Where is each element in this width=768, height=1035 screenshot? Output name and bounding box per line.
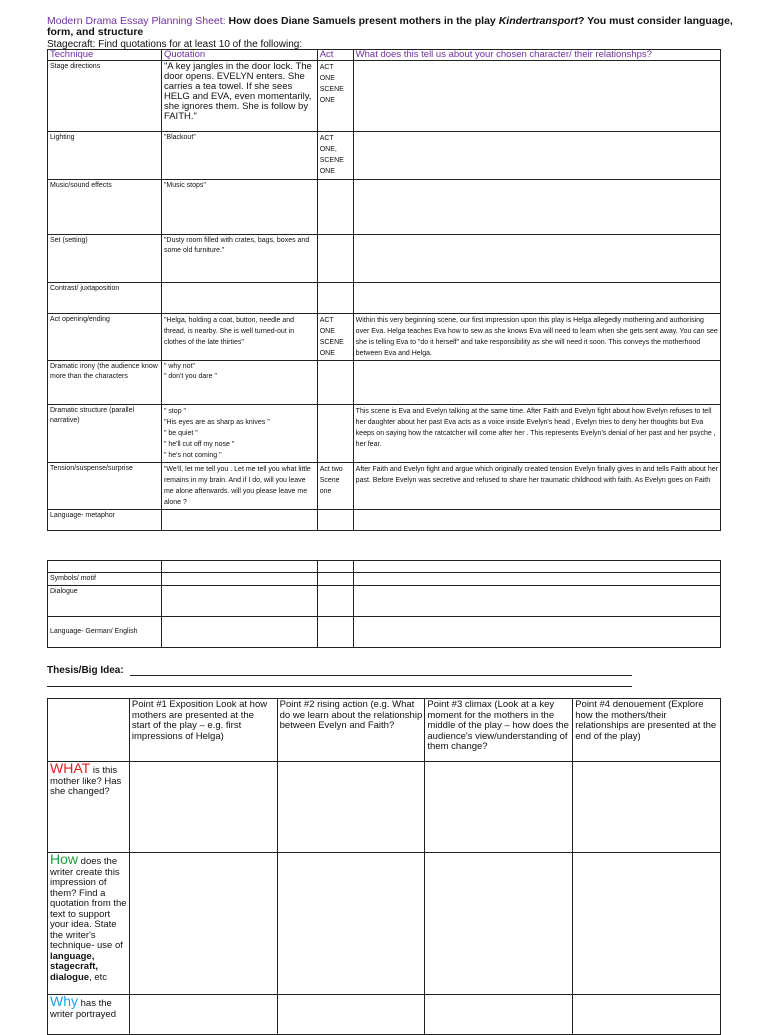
quotation-cell[interactable] — [161, 510, 317, 531]
meaning-cell[interactable] — [353, 573, 720, 586]
table-row — [48, 561, 721, 573]
table-row — [48, 405, 721, 463]
meaning-cell[interactable] — [353, 132, 720, 180]
act-cell[interactable] — [317, 283, 353, 314]
act-cell[interactable] — [317, 561, 353, 573]
answer-cell[interactable] — [573, 853, 721, 995]
table-row — [48, 586, 721, 617]
answer-cell[interactable] — [425, 762, 573, 853]
what-prompt: WHAT is this mother like? Has she changed? — [48, 762, 130, 853]
meaning-cell[interactable] — [353, 180, 720, 235]
quotation-cell[interactable] — [161, 586, 317, 617]
table-row — [48, 463, 721, 510]
act-cell[interactable] — [317, 617, 353, 648]
meaning-cell[interactable] — [353, 61, 720, 132]
technique-cell: Act opening/ending — [48, 314, 162, 361]
quotation-cell[interactable]: "Blackout" — [161, 132, 317, 180]
table-row — [48, 132, 721, 180]
technique-cell: Dialogue — [48, 586, 162, 617]
stagecraft-instruction: Stagecraft: Find quotations for at least 10 of the following: — [47, 39, 303, 50]
table-row — [48, 617, 721, 648]
essay-question: How does Diane Samuels present mothers in the play Kindertransport? You must consider language, form, and structure — [47, 15, 733, 38]
act-cell[interactable] — [317, 235, 353, 283]
act-cell[interactable] — [317, 510, 353, 531]
page-header — [47, 16, 737, 38]
act-cell[interactable]: Act two Scene one — [317, 463, 353, 510]
technique-cell: Language- metaphor — [48, 510, 162, 531]
act-cell[interactable] — [317, 361, 353, 405]
point-4-header: Point #4 denouement (Explore how the mothers/their relationships are presented at the end of the play) — [573, 699, 721, 762]
meaning-cell[interactable] — [353, 235, 720, 283]
act-cell[interactable] — [317, 586, 353, 617]
why-prompt: Why has the writer portrayed — [48, 995, 130, 1035]
thesis-label: Thesis/Big Idea: — [47, 665, 124, 676]
quotation-cell[interactable]: "A key jangles in the door lock. The door opens. EVELYN enters. She carries a tea towel. If she sees HELG and EVA, even momentarily, she ignores them. She is follow by FAITH." — [161, 61, 317, 132]
technique-cell: Tension/suspense/surprise — [48, 463, 162, 510]
quotation-cell[interactable] — [161, 573, 317, 586]
act-cell[interactable] — [317, 405, 353, 463]
thesis-input-line-2[interactable] — [47, 686, 632, 687]
why-row — [48, 995, 721, 1035]
table-row — [48, 573, 721, 586]
table-row — [48, 314, 721, 361]
table-row — [48, 61, 721, 132]
act-cell[interactable]: ACT ONE SCENE ONE — [317, 314, 353, 361]
quotation-cell[interactable]: " stop " "His eyes are as sharp as knives " " be quiet " " he'll cut off my nose " " he's not coming " — [161, 405, 317, 463]
technique-cell: Dramatic irony (the audience know more than the characters — [48, 361, 162, 405]
table-row — [48, 180, 721, 235]
header-technique: Technique — [48, 50, 162, 61]
act-cell[interactable]: ACT ONE, SCENE ONE — [317, 132, 353, 180]
quotation-cell[interactable] — [161, 617, 317, 648]
answer-cell[interactable] — [573, 762, 721, 853]
points-header-row — [48, 699, 721, 762]
meaning-cell[interactable] — [353, 283, 720, 314]
sheet-title: Modern Drama Essay Planning Sheet: — [47, 15, 226, 27]
stagecraft-table-continued — [47, 560, 721, 648]
table-row — [48, 283, 721, 314]
answer-cell[interactable] — [573, 995, 721, 1035]
table-row — [48, 510, 721, 531]
technique-cell: Lighting — [48, 132, 162, 180]
quotation-cell[interactable]: "We'll, let me tell you . Let me tell you what little remains in my brain. And if I do, will you leave me alone afterwards. will you please leave me alone ? — [161, 463, 317, 510]
meaning-cell[interactable] — [353, 617, 720, 648]
answer-cell[interactable] — [129, 995, 277, 1035]
quotation-cell[interactable]: "Music stops" — [161, 180, 317, 235]
act-cell[interactable] — [317, 573, 353, 586]
quotation-cell[interactable]: " why not" " don't you dare " — [161, 361, 317, 405]
stagecraft-table — [47, 49, 721, 531]
table-row — [48, 235, 721, 283]
header-quotation: Quotation — [161, 50, 317, 61]
technique-cell: Set (setting) — [48, 235, 162, 283]
technique-cell: Language- German/ English — [48, 617, 162, 648]
how-row — [48, 853, 721, 995]
quotation-cell[interactable] — [161, 283, 317, 314]
table-header-row — [48, 50, 721, 61]
point-2-header: Point #2 rising action (e.g. What do we learn about the relationship between Evelyn and Faith? — [277, 699, 425, 762]
point-3-header: Point #3 climax (Look at a key moment for the mothers in the middle of the play – how does the audience's view/understanding of them change? — [425, 699, 573, 762]
answer-cell[interactable] — [425, 995, 573, 1035]
meaning-cell[interactable] — [353, 361, 720, 405]
meaning-cell[interactable]: Within this very beginning scene, our first impression upon this play is Helga allegedly mothering and authorising over Eva. Helga teaches Eva how to sew as she knows Eva will need to learn when she gets sent away. You can see she is telling Eva to "do it herself" and take responsibility as she will need it soon. This conveys the motherhood between Eva and Helga. — [353, 314, 720, 361]
meaning-cell[interactable]: This scene is Eva and Evelyn talking at the same time. After Faith and Evelyn fight about how Evelyn refuses to tell her daughter about her past Eva acts as a voice inside Evelyn's head , Evelyn tries to deny her thoughts but Eva keeps on saying how the ratcatcher will come after her . This represents Evelyn's denial of her past and her psyche , her fear. — [353, 405, 720, 463]
point-1-header: Point #1 Exposition Look at how mothers are presented at the start of the play – e.g. first impressions of Helga) — [129, 699, 277, 762]
quotation-cell[interactable]: "Helga, holding a coat, button, needle and thread, is nearby. She is well turned-out in clothes of the late thirties" — [161, 314, 317, 361]
answer-cell[interactable] — [277, 995, 425, 1035]
meaning-cell[interactable] — [353, 510, 720, 531]
act-cell[interactable]: ACT ONE SCENE ONE — [317, 61, 353, 132]
header-act: Act — [317, 50, 353, 61]
meaning-cell[interactable] — [353, 561, 720, 573]
technique-cell: Stage directions — [48, 61, 162, 132]
quotation-cell[interactable]: "Dusty room filled with crates, bags, boxes and some old furniture." — [161, 235, 317, 283]
meaning-cell[interactable] — [353, 586, 720, 617]
answer-cell[interactable] — [277, 762, 425, 853]
technique-cell: Dramatic structure (parallel narrative) — [48, 405, 162, 463]
technique-cell: Contrast/ juxtaposition — [48, 283, 162, 314]
act-cell[interactable] — [317, 180, 353, 235]
header-meaning: What does this tell us about your chosen character/ their relationshps? — [353, 50, 720, 61]
answer-cell[interactable] — [129, 853, 277, 995]
table-row — [48, 361, 721, 405]
essay-plan-table — [47, 698, 721, 1035]
answer-cell[interactable] — [425, 853, 573, 995]
technique-cell: Music/sound effects — [48, 180, 162, 235]
meaning-cell[interactable]: After Faith and Evelyn fight and argue which originally created tension Evelyn finally gives in and tells Faith about her past. Before Evelyn was secretive and refused to share her traumatic childhood with faith. As Evelyn goes on Faith — [353, 463, 720, 510]
quotation-cell[interactable] — [161, 561, 317, 573]
technique-cell: Symbols/ motif — [48, 573, 162, 586]
how-prompt: How does the writer create this impression of them? Find a quotation from the text to support your idea. State the writer's technique- use of language, stagecraft, dialogue, etc — [48, 853, 130, 995]
answer-cell[interactable] — [277, 853, 425, 995]
answer-cell[interactable] — [129, 762, 277, 853]
blank-corner-cell — [48, 699, 130, 762]
thesis-input-line[interactable] — [130, 675, 632, 676]
what-row — [48, 762, 721, 853]
technique-cell — [48, 561, 162, 573]
